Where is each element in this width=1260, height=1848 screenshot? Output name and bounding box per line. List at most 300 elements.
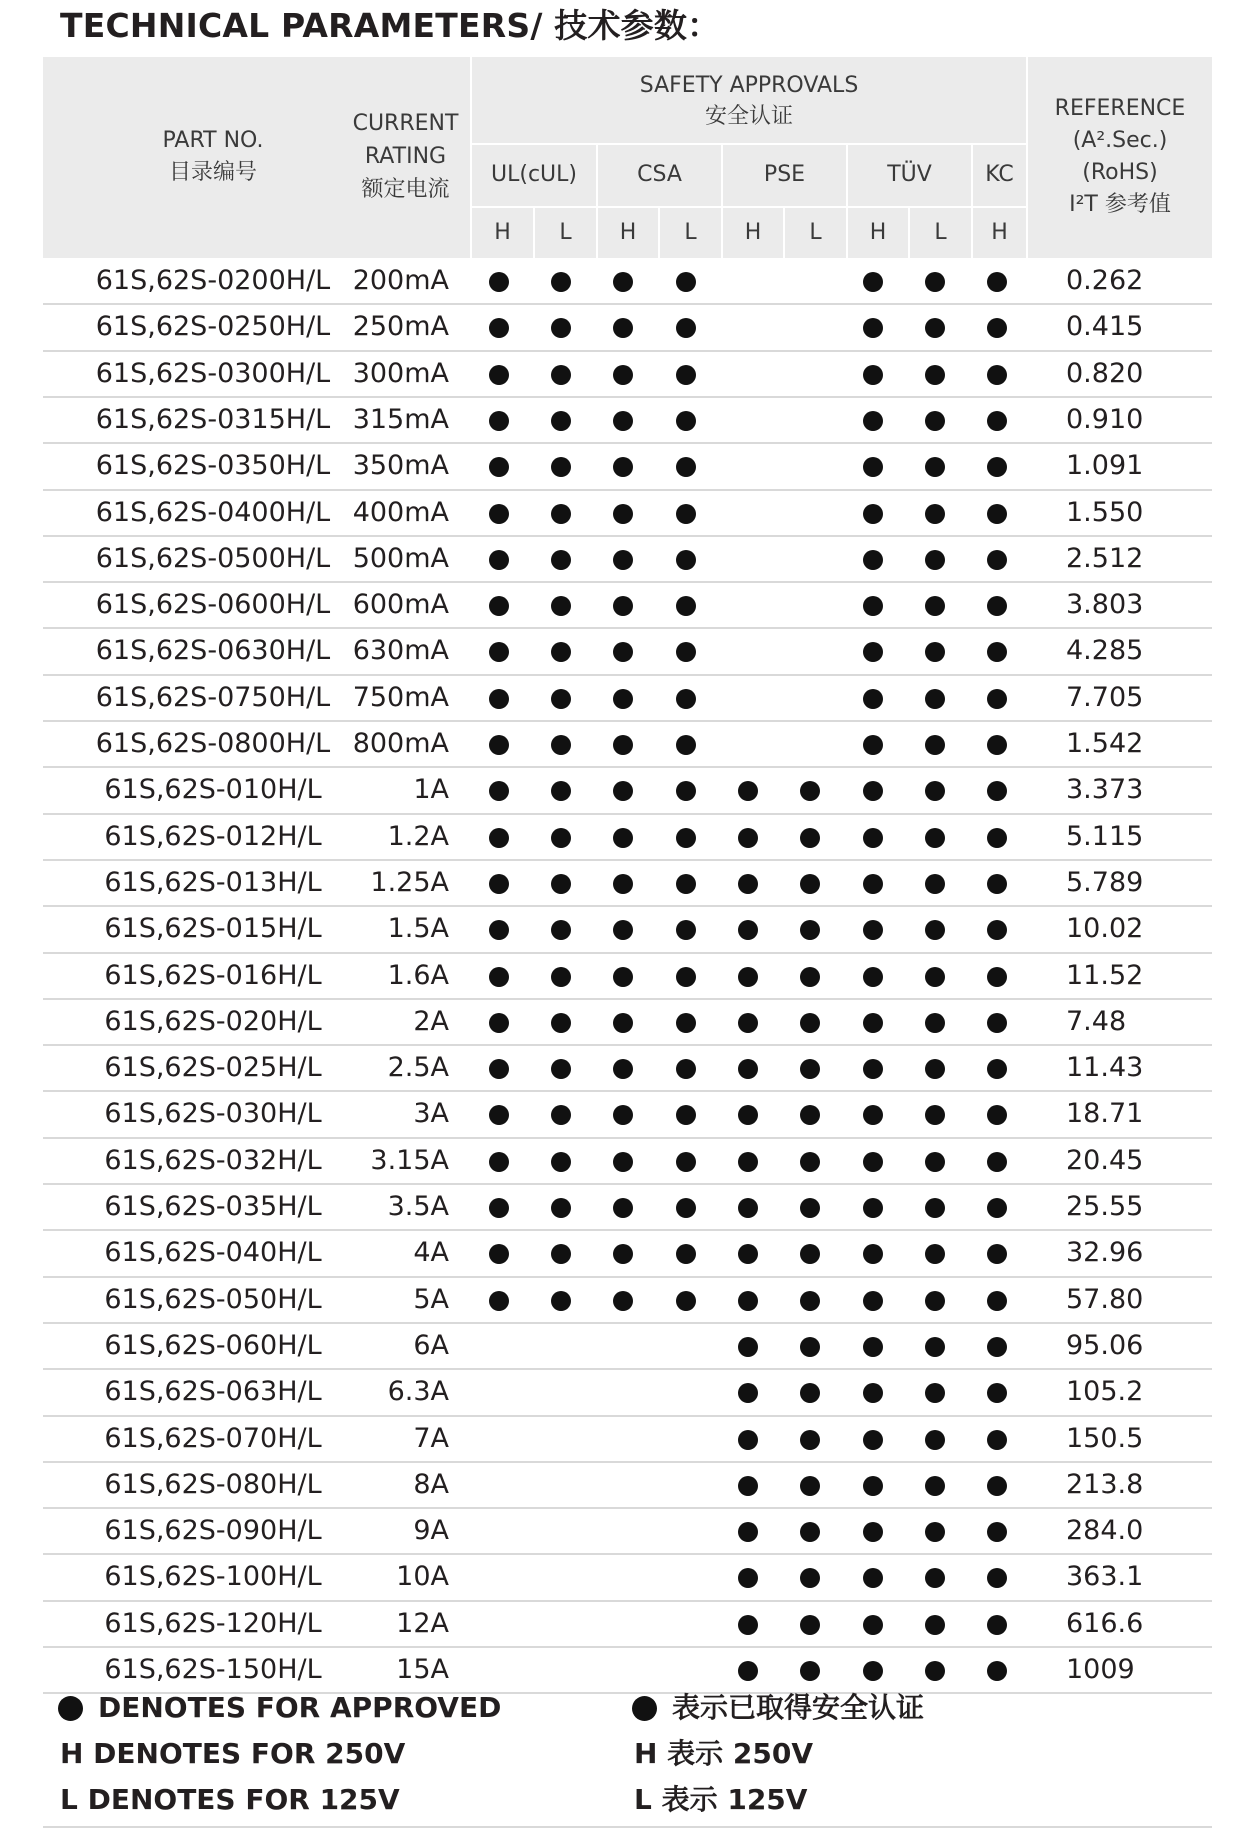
approved-dot-icon: [800, 1244, 820, 1264]
header-group-tuv: TÜV: [887, 162, 932, 187]
approved-dot-icon: [676, 457, 696, 477]
legend-h: H DENOTES FOR 250V: [60, 1737, 406, 1770]
approved-dot-icon: [613, 457, 633, 477]
approved-dot-icon: [489, 1013, 509, 1033]
approved-dot-icon: [613, 967, 633, 987]
approved-dot-icon: [551, 874, 571, 894]
part-number: 61S,62S-035H/L: [104, 1191, 322, 1222]
approved-dot-icon: [489, 828, 509, 848]
approved-dot-icon: [489, 411, 509, 431]
part-number: 61S,62S-016H/L: [104, 959, 322, 991]
page-title: TECHNICAL PARAMETERS/ 技术参数：: [60, 6, 721, 45]
header-part-no: PART NO.: [162, 128, 264, 153]
reference-value: 0.262: [1066, 265, 1144, 296]
reference-value: 32.96: [1066, 1237, 1144, 1269]
table-row: [43, 1647, 1212, 1693]
approved-dot-icon: [632, 1696, 657, 1721]
approved-dot-icon: [58, 1696, 83, 1721]
approved-dot-icon: [613, 1013, 633, 1033]
approved-dot-icon: [551, 828, 571, 848]
approved-dot-icon: [987, 1291, 1007, 1311]
approved-dot-icon: [676, 318, 696, 338]
approved-dot-icon: [551, 1244, 571, 1264]
approved-dot-icon: [676, 596, 696, 616]
approved-dot-icon: [800, 1337, 820, 1357]
approved-dot-icon: [676, 504, 696, 524]
approved-dot-icon: [863, 1059, 883, 1079]
current-rating: 250mA: [352, 311, 449, 343]
approved-dot-icon: [987, 642, 1007, 662]
current-rating: 8A: [413, 1468, 449, 1500]
approved-dot-icon: [987, 1152, 1007, 1172]
approved-dot-icon: [489, 272, 509, 292]
part-number: 61S,62S-0250H/L: [95, 311, 331, 343]
reference-value: 213.8: [1066, 1468, 1144, 1500]
approved-dot-icon: [489, 1152, 509, 1172]
part-number: 61S,62S-012H/L: [104, 820, 322, 852]
approved-dot-icon: [551, 457, 571, 477]
legend-approved-cn: 表示已取得安全认证: [672, 1691, 925, 1724]
table-row: [43, 999, 1212, 1045]
approved-dot-icon: [489, 457, 509, 477]
approved-dot-icon: [738, 874, 758, 894]
part-number: 61S,62S-0600H/L: [95, 589, 331, 621]
table-row: [43, 675, 1212, 721]
header-group-kc: KC: [985, 162, 1014, 187]
current-rating: 5A: [413, 1283, 449, 1315]
approved-dot-icon: [987, 781, 1007, 801]
approved-dot-icon: [800, 874, 820, 894]
approved-dot-icon: [738, 828, 758, 848]
approved-dot-icon: [925, 1568, 945, 1588]
header-group-pse: PSE: [763, 162, 806, 187]
table-row: [43, 1184, 1212, 1230]
approved-dot-icon: [551, 642, 571, 662]
table-row: [43, 1138, 1212, 1184]
reference-value: 0.415: [1066, 311, 1144, 343]
table-row: [43, 1323, 1212, 1369]
approved-dot-icon: [987, 920, 1007, 940]
approved-dot-icon: [676, 689, 696, 709]
approved-dot-icon: [863, 781, 883, 801]
part-number: 61S,62S-0400H/L: [95, 496, 331, 528]
approved-dot-icon: [613, 1198, 633, 1218]
approved-dot-icon: [613, 550, 633, 570]
approved-dot-icon: [925, 1337, 945, 1357]
approved-dot-icon: [551, 550, 571, 570]
reference-value: 11.43: [1066, 1052, 1144, 1084]
approved-dot-icon: [738, 1476, 758, 1496]
current-rating: 2A: [413, 1005, 449, 1037]
approved-dot-icon: [987, 874, 1007, 894]
approved-dot-icon: [925, 967, 945, 987]
approved-dot-icon: [925, 1013, 945, 1033]
approved-dot-icon: [987, 1244, 1007, 1264]
approved-dot-icon: [676, 735, 696, 755]
header-sub-l: L: [684, 220, 697, 245]
part-number: 61S,62S-013H/L: [104, 866, 322, 898]
current-rating: 4A: [413, 1237, 449, 1269]
header-ref-1: REFERENCE: [1054, 96, 1186, 121]
approved-dot-icon: [738, 1615, 758, 1635]
table-row: [43, 536, 1212, 582]
approved-dot-icon: [863, 1152, 883, 1172]
approved-dot-icon: [925, 689, 945, 709]
approved-dot-icon: [863, 642, 883, 662]
reference-value: 2.512: [1066, 542, 1144, 574]
current-rating: 6.3A: [387, 1376, 449, 1408]
table-row: [43, 1416, 1212, 1462]
header-ref-2: (A².Sec.): [1072, 128, 1168, 153]
reference-value: 1.542: [1066, 728, 1144, 759]
reference-value: 616.6: [1066, 1607, 1144, 1639]
reference-value: 18.71: [1066, 1098, 1144, 1130]
header-divider: [470, 143, 1026, 145]
approved-dot-icon: [738, 1013, 758, 1033]
approved-dot-icon: [800, 828, 820, 848]
part-number: 61S,62S-0200H/L: [95, 265, 331, 296]
approved-dot-icon: [925, 1105, 945, 1125]
approved-dot-icon: [863, 365, 883, 385]
current-rating: 1A: [413, 774, 449, 806]
approved-dot-icon: [489, 874, 509, 894]
approved-dot-icon: [987, 411, 1007, 431]
approved-dot-icon: [925, 1615, 945, 1635]
approved-dot-icon: [925, 1661, 945, 1681]
header-ref-3: (RoHS): [1082, 160, 1158, 185]
part-number: 61S,62S-150H/L: [104, 1654, 322, 1685]
approved-dot-icon: [987, 967, 1007, 987]
current-rating: 630mA: [352, 635, 449, 667]
approved-dot-icon: [676, 642, 696, 662]
approved-dot-icon: [551, 596, 571, 616]
reference-value: 363.1: [1066, 1561, 1144, 1593]
table-row: [43, 490, 1212, 536]
table-row: [43, 953, 1212, 999]
legend-l: L DENOTES FOR 125V: [60, 1783, 400, 1816]
approved-dot-icon: [925, 1522, 945, 1542]
part-number: 61S,62S-0315H/L: [95, 403, 331, 435]
approved-dot-icon: [863, 596, 883, 616]
approved-dot-icon: [489, 642, 509, 662]
reference-value: 0.820: [1066, 357, 1144, 389]
table-row: [43, 1091, 1212, 1137]
approved-dot-icon: [925, 642, 945, 662]
approved-dot-icon: [925, 411, 945, 431]
approved-dot-icon: [987, 318, 1007, 338]
current-rating: 6A: [413, 1329, 449, 1361]
table-row: [43, 1230, 1212, 1276]
approved-dot-icon: [925, 1476, 945, 1496]
current-rating: 1.5A: [387, 913, 449, 945]
approved-dot-icon: [489, 596, 509, 616]
current-rating: 200mA: [352, 265, 449, 296]
approved-dot-icon: [925, 828, 945, 848]
approved-dot-icon: [489, 1059, 509, 1079]
table-row: [43, 258, 1212, 304]
approved-dot-icon: [863, 504, 883, 524]
approved-dot-icon: [738, 1244, 758, 1264]
table-row: [43, 906, 1212, 952]
approved-dot-icon: [738, 920, 758, 940]
approved-dot-icon: [738, 1430, 758, 1450]
approved-dot-icon: [489, 365, 509, 385]
approved-dot-icon: [925, 781, 945, 801]
legend-l-cn: L 表示 125V: [634, 1783, 808, 1816]
approved-dot-icon: [613, 1152, 633, 1172]
table-row: [43, 1601, 1212, 1647]
approved-dot-icon: [613, 781, 633, 801]
approved-dot-icon: [551, 1013, 571, 1033]
approved-dot-icon: [863, 550, 883, 570]
approved-dot-icon: [800, 1105, 820, 1125]
part-number: 61S,62S-020H/L: [104, 1005, 322, 1037]
part-number: 61S,62S-0800H/L: [95, 728, 331, 759]
table-row: [43, 628, 1212, 674]
part-number: 61S,62S-120H/L: [104, 1607, 322, 1639]
approved-dot-icon: [676, 1013, 696, 1033]
approved-dot-icon: [925, 550, 945, 570]
part-number: 61S,62S-040H/L: [104, 1237, 322, 1269]
current-rating: 3A: [413, 1098, 449, 1130]
approved-dot-icon: [676, 1152, 696, 1172]
approved-dot-icon: [925, 1383, 945, 1403]
approved-dot-icon: [489, 967, 509, 987]
approved-dot-icon: [863, 457, 883, 477]
reference-value: 25.55: [1066, 1191, 1144, 1222]
approved-dot-icon: [925, 272, 945, 292]
part-number: 61S,62S-032H/L: [104, 1144, 322, 1176]
approved-dot-icon: [613, 1105, 633, 1125]
approved-dot-icon: [551, 411, 571, 431]
part-number: 61S,62S-025H/L: [104, 1052, 322, 1084]
approved-dot-icon: [551, 920, 571, 940]
part-number: 61S,62S-050H/L: [104, 1283, 322, 1315]
reference-value: 10.02: [1066, 913, 1144, 945]
approved-dot-icon: [613, 689, 633, 709]
approved-dot-icon: [613, 735, 633, 755]
approved-dot-icon: [613, 642, 633, 662]
current-rating: 3.5A: [387, 1191, 449, 1222]
approved-dot-icon: [987, 1383, 1007, 1403]
approved-dot-icon: [925, 1152, 945, 1172]
approved-dot-icon: [613, 272, 633, 292]
part-number: 61S,62S-030H/L: [104, 1098, 322, 1130]
approved-dot-icon: [551, 1059, 571, 1079]
current-rating: 1.6A: [387, 959, 449, 991]
approved-dot-icon: [613, 596, 633, 616]
approved-dot-icon: [987, 1105, 1007, 1125]
header-sub-h: H: [744, 220, 762, 245]
part-number: 61S,62S-0750H/L: [95, 681, 331, 713]
approved-dot-icon: [863, 689, 883, 709]
approved-dot-icon: [987, 365, 1007, 385]
approved-dot-icon: [987, 1013, 1007, 1033]
approved-dot-icon: [551, 781, 571, 801]
current-rating: 9A: [413, 1515, 449, 1547]
approved-dot-icon: [863, 1615, 883, 1635]
header-group-ul: UL(cUL): [491, 162, 577, 187]
approved-dot-icon: [863, 1105, 883, 1125]
approved-dot-icon: [738, 1291, 758, 1311]
approved-dot-icon: [800, 1059, 820, 1079]
approved-dot-icon: [925, 457, 945, 477]
approved-dot-icon: [925, 1244, 945, 1264]
current-rating: 12A: [396, 1607, 449, 1639]
divider: [43, 1826, 1212, 1828]
approved-dot-icon: [863, 1476, 883, 1496]
table-row: [43, 814, 1212, 860]
approved-dot-icon: [489, 735, 509, 755]
approved-dot-icon: [738, 1383, 758, 1403]
approved-dot-icon: [863, 1383, 883, 1403]
approved-dot-icon: [738, 1152, 758, 1172]
approved-dot-icon: [925, 365, 945, 385]
current-rating: 315mA: [352, 403, 449, 435]
current-rating: 15A: [396, 1654, 449, 1685]
approved-dot-icon: [925, 504, 945, 524]
table-row: [43, 351, 1212, 397]
header-current-2: RATING: [364, 144, 447, 169]
approved-dot-icon: [613, 828, 633, 848]
approved-dot-icon: [800, 920, 820, 940]
approved-dot-icon: [800, 1661, 820, 1681]
approved-dot-icon: [987, 1522, 1007, 1542]
header-sub-l: L: [809, 220, 822, 245]
current-rating: 7A: [413, 1422, 449, 1454]
approved-dot-icon: [676, 781, 696, 801]
approved-dot-icon: [863, 967, 883, 987]
current-rating: 600mA: [352, 589, 449, 621]
reference-value: 5.789: [1066, 866, 1144, 898]
approved-dot-icon: [800, 1522, 820, 1542]
table-row: [43, 721, 1212, 767]
current-rating: 800mA: [352, 728, 449, 759]
part-number: 61S,62S-0500H/L: [95, 542, 331, 574]
header-sub-h: H: [991, 220, 1008, 245]
reference-value: 4.285: [1066, 635, 1144, 667]
approved-dot-icon: [863, 920, 883, 940]
approved-dot-icon: [551, 272, 571, 292]
part-number: 61S,62S-0350H/L: [95, 450, 331, 482]
current-rating: 1.2A: [387, 820, 449, 852]
table-row: [43, 1462, 1212, 1508]
legend-approved: DENOTES FOR APPROVED: [98, 1691, 502, 1724]
approved-dot-icon: [987, 1059, 1007, 1079]
approved-dot-icon: [613, 318, 633, 338]
approved-dot-icon: [800, 1198, 820, 1218]
current-rating: 350mA: [352, 450, 449, 482]
reference-value: 7.48: [1066, 1005, 1127, 1037]
approved-dot-icon: [613, 1059, 633, 1079]
approved-dot-icon: [925, 735, 945, 755]
approved-dot-icon: [676, 365, 696, 385]
approved-dot-icon: [613, 1244, 633, 1264]
approved-dot-icon: [551, 504, 571, 524]
approved-dot-icon: [738, 1661, 758, 1681]
approved-dot-icon: [613, 1291, 633, 1311]
reference-value: 3.373: [1066, 774, 1144, 806]
reference-value: 20.45: [1066, 1144, 1144, 1176]
approved-dot-icon: [800, 1615, 820, 1635]
part-number: 61S,62S-080H/L: [104, 1468, 322, 1500]
table-row: [43, 443, 1212, 489]
approved-dot-icon: [676, 272, 696, 292]
approved-dot-icon: [676, 874, 696, 894]
approved-dot-icon: [987, 689, 1007, 709]
approved-dot-icon: [489, 920, 509, 940]
approved-dot-icon: [489, 1105, 509, 1125]
header-current-1: CURRENT: [352, 111, 459, 136]
current-rating: 10A: [396, 1561, 449, 1593]
approved-dot-icon: [800, 1430, 820, 1450]
part-number: 61S,62S-063H/L: [104, 1376, 322, 1408]
approved-dot-icon: [925, 1430, 945, 1450]
approved-dot-icon: [676, 1105, 696, 1125]
approved-dot-icon: [676, 920, 696, 940]
approved-dot-icon: [489, 1198, 509, 1218]
current-rating: 500mA: [352, 542, 449, 574]
header-sub-h: H: [494, 220, 511, 245]
approved-dot-icon: [863, 1522, 883, 1542]
approved-dot-icon: [987, 1198, 1007, 1218]
part-number: 61S,62S-070H/L: [104, 1422, 322, 1454]
approved-dot-icon: [676, 967, 696, 987]
current-rating: 1.25A: [370, 866, 449, 898]
part-number: 61S,62S-015H/L: [104, 913, 322, 945]
part-number: 61S,62S-100H/L: [104, 1561, 322, 1593]
approved-dot-icon: [863, 1430, 883, 1450]
approved-dot-icon: [800, 781, 820, 801]
approved-dot-icon: [551, 689, 571, 709]
approved-dot-icon: [987, 828, 1007, 848]
current-rating: 400mA: [352, 496, 449, 528]
reference-value: 11.52: [1066, 959, 1144, 991]
approved-dot-icon: [987, 1337, 1007, 1357]
approved-dot-icon: [925, 920, 945, 940]
approved-dot-icon: [676, 828, 696, 848]
approved-dot-icon: [676, 411, 696, 431]
reference-value: 1009: [1066, 1654, 1135, 1685]
current-rating: 2.5A: [387, 1052, 449, 1084]
approved-dot-icon: [863, 318, 883, 338]
table-row: [43, 304, 1212, 350]
approved-dot-icon: [863, 1013, 883, 1033]
approved-dot-icon: [800, 1013, 820, 1033]
approved-dot-icon: [925, 1291, 945, 1311]
approved-dot-icon: [987, 1661, 1007, 1681]
approved-dot-icon: [551, 1152, 571, 1172]
part-number: 61S,62S-060H/L: [104, 1329, 322, 1361]
reference-value: 1.091: [1066, 450, 1144, 482]
approved-dot-icon: [987, 1568, 1007, 1588]
header-sub-h: H: [619, 220, 637, 245]
approved-dot-icon: [613, 504, 633, 524]
reference-value: 95.06: [1066, 1329, 1144, 1361]
header-safety: SAFETY APPROVALS: [639, 73, 859, 98]
approved-dot-icon: [738, 1059, 758, 1079]
reference-value: 3.803: [1066, 589, 1144, 621]
approved-dot-icon: [738, 1105, 758, 1125]
approved-dot-icon: [738, 1198, 758, 1218]
approved-dot-icon: [489, 1291, 509, 1311]
part-number: 61S,62S-010H/L: [104, 774, 322, 806]
approved-dot-icon: [987, 735, 1007, 755]
approved-dot-icon: [489, 550, 509, 570]
approved-dot-icon: [676, 550, 696, 570]
approved-dot-icon: [613, 411, 633, 431]
approved-dot-icon: [863, 828, 883, 848]
